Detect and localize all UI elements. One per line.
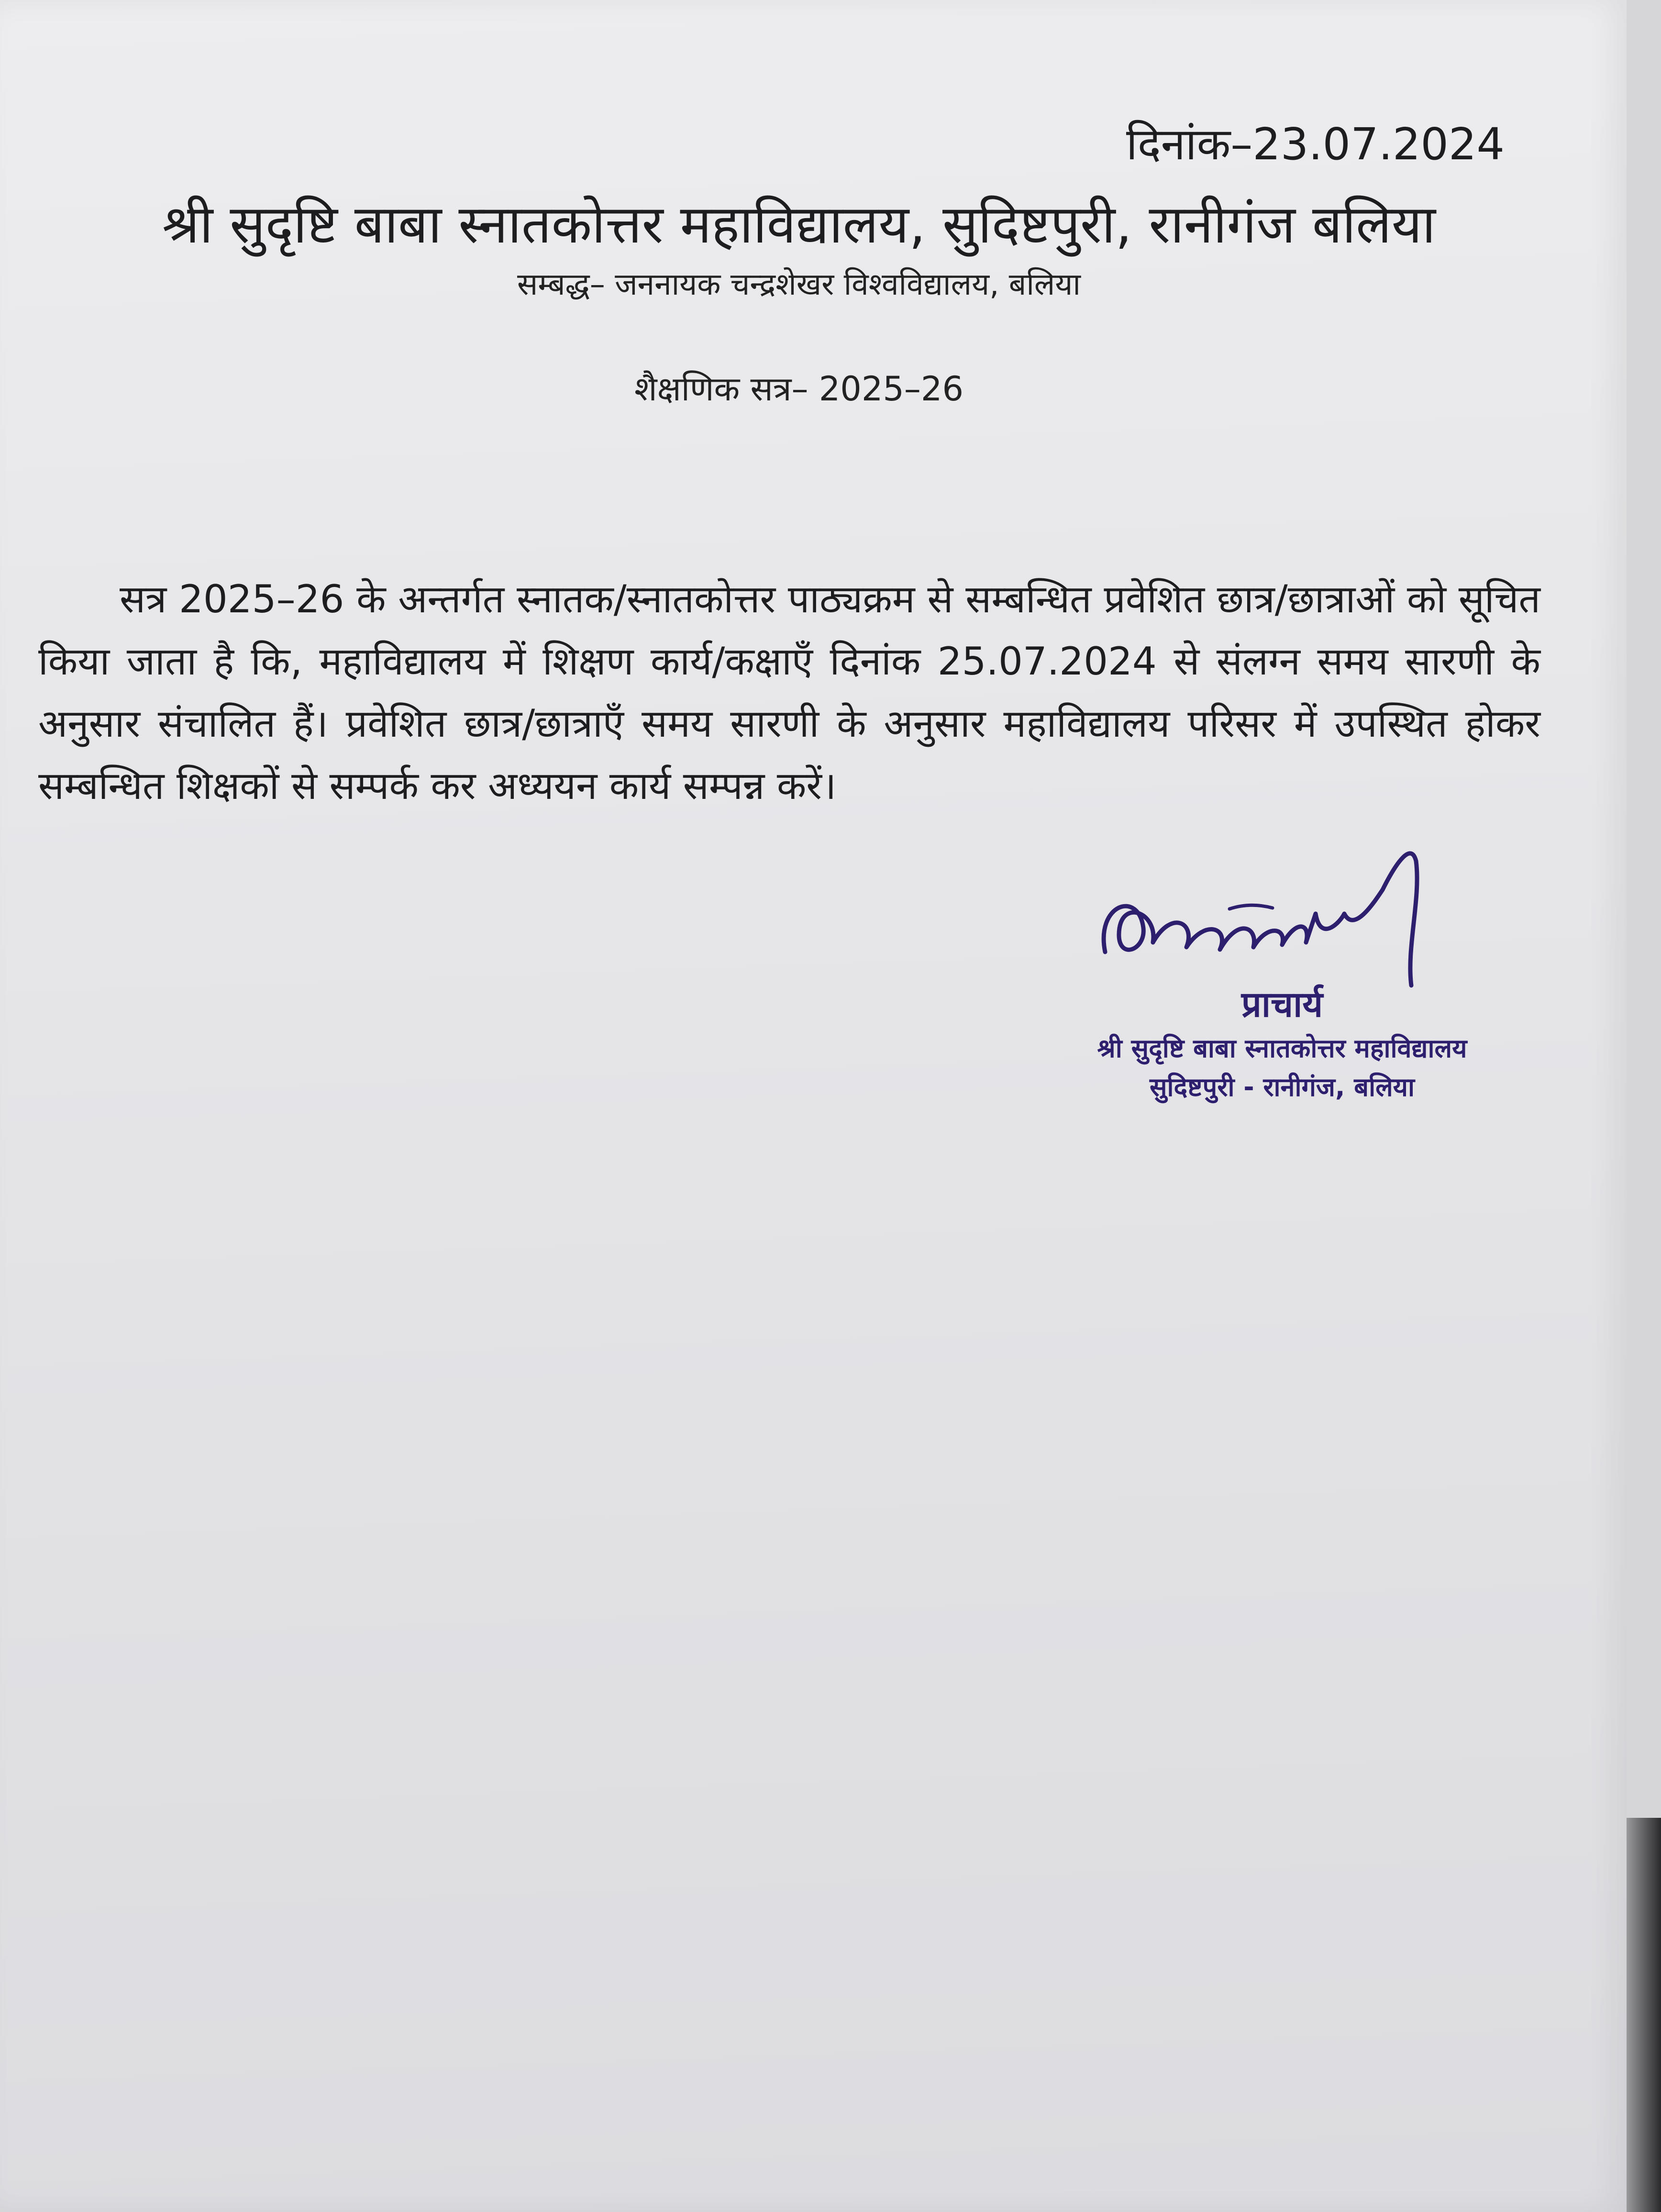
college-name-heading: श्री सुदृष्टि बाबा स्नातकोत्तर महाविद्यालय, सुदिष्टपुरी, रानीगंज बलिया xyxy=(162,194,1436,255)
background-edge xyxy=(1627,1818,1661,2212)
principal-stamp xyxy=(1014,981,1550,1106)
notice-body: सत्र 2025–26 के अन्तर्गत स्नातक/स्नातकोत्तर पाठ्यक्रम से सम्बन्धित प्रवेशित छात्र/छात्राओं को सूचित किया जाता है कि, महाविद्यालय में शिक्षण कार्य/कक्षाएँ दिनांक 25.07.2024 से संलग्न समय सारणी के अनुसार संचालित हैं। प्रवेशित छात्र/छात्राएँ समय सारणी के अनुसार महाविद्यालय परिसर में उपस्थित होकर सम्बन्धित शिक्षकों से सम्पर्क कर अध्ययन कार्य सम्पन्न करें। xyxy=(38,577,1540,808)
stamp-institution: श्री सुदृष्टि बाबा स्नातकोत्तर महाविद्यालय xyxy=(1097,1033,1467,1063)
principal-signature xyxy=(1086,832,1430,1005)
stamp-title: प्राचार्य xyxy=(1241,984,1323,1025)
notice-date: दिनांक–23.07.2024 xyxy=(1126,119,1505,170)
academic-session-line: शैक्षणिक सत्र– 2025–26 xyxy=(634,369,963,409)
stamp-address: सुदिष्टपुरी - रानीगंज, बलिया xyxy=(1149,1072,1415,1102)
affiliation-line: सम्बद्ध– जननायक चन्द्रशेखर विश्वविद्यालय, बलिया xyxy=(517,267,1081,302)
